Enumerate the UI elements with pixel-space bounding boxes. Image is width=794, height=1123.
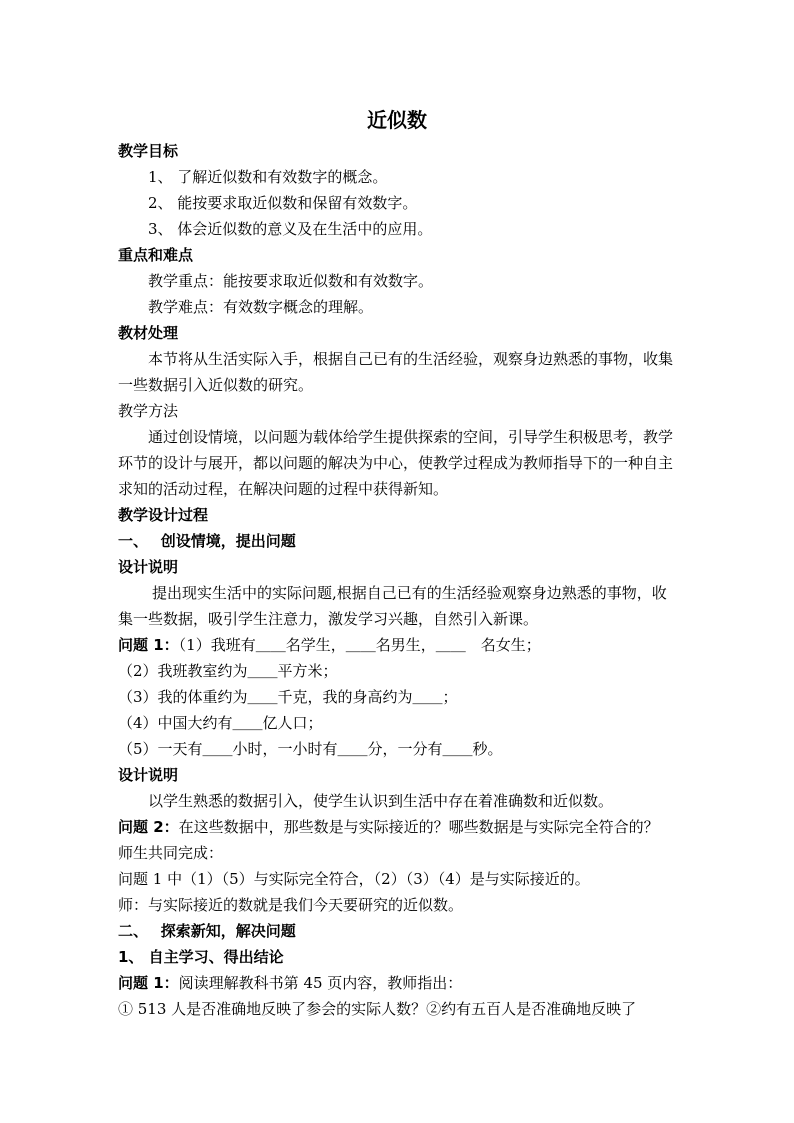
design-note-heading: 设计说明 — [118, 558, 179, 576]
question-2-label: 问题 2： — [118, 818, 179, 836]
process-heading: 教学设计过程 — [118, 506, 209, 524]
difficult-point: 教学难点：有效数字概念的理解。 — [148, 298, 374, 316]
question-read-text: 阅读理解教科书第 45 页内容，教师指出： — [178, 974, 463, 992]
question-2-text: 在这些数据中，那些数是与实际接近的？哪些数据是与实际完全符合的？ — [178, 818, 659, 836]
key-point: 教学重点：能按要求取近似数和有效数字。 — [148, 272, 434, 290]
question-1-line-1: （1）我班有＿＿名学生，＿＿名男生，＿＿ 名女生； — [178, 636, 541, 654]
key-heading: 重点和难点 — [118, 246, 194, 264]
method-heading: 教学方法 — [118, 402, 179, 420]
part1-heading: 一、 创设情境，提出问题 — [118, 532, 296, 550]
question-1-line-4: （4）中国大约有＿＿亿人口； — [118, 714, 323, 732]
design-note-heading: 设计说明 — [118, 766, 179, 784]
part2-heading: 二、 探索新知，解决问题 — [118, 922, 296, 940]
question-2-answer: 问题 1 中（1）（5）与实际完全符合，（2）（3）（4）是与实际接近的。 — [118, 870, 590, 888]
goal-item: 3、 体会近似数的意义及在生活中的应用。 — [148, 220, 433, 238]
document-body — [118, 138, 678, 1022]
question-1-line-2: （2）我班教室约为＿＿平方米； — [118, 662, 338, 680]
design-note-text: 以学生熟悉的数据引入，使学生认识到生活中存在着准确数和近似数。 — [148, 792, 614, 810]
question-1-line-5: （5）一天有＿＿小时，一小时有＿＿分，一分有＿＿秒。 — [118, 740, 503, 758]
question-1 — [118, 632, 678, 658]
goal-item: 1、 了解近似数和有效数字的概念。 — [148, 168, 388, 186]
question-2-complete: 师生共同完成： — [118, 844, 224, 862]
question-1-label: 问题 1： — [118, 636, 179, 654]
goal-item: 2、 能按要求取近似数和保留有效数字。 — [148, 194, 418, 212]
goals-heading: 教学目标 — [118, 142, 179, 160]
page-title: 近似数 — [367, 108, 427, 132]
method-text: 通过创设情境，以问题为载体给学生提供探索的空间，引导学生积极思考，教学环节的设计与展开，都以问题的解决为中心，使教学过程成为教师指导下的一种自主求知的活动过程，在解决问题的过程中获得新知。 — [118, 428, 674, 498]
sub1-heading: 1、 自主学习、得出结论 — [118, 948, 284, 966]
design-note-text: 提出现实生活中的实际问题,根据自己已有的生活经验观察身边熟悉的事物，收集一些数据，吸引学生注意力，激发学习兴趣，自然引入新课。 — [118, 584, 667, 628]
question-2 — [118, 814, 678, 840]
question-read-label: 问题 1： — [118, 974, 179, 992]
question-1-line-3: （3）我的体重约为＿＿千克，我的身高约为＿＿； — [118, 688, 458, 706]
material-text: 本节将从生活实际入手，根据自己已有的生活经验，观察身边熟悉的事物，收集一些数据引入近似数的研究。 — [118, 350, 674, 394]
question-read — [118, 970, 678, 996]
material-heading: 教材处理 — [118, 324, 179, 342]
last-line: ① 513 人是否准确地反映了参会的实际人数？②约有五百人是否准确地反映了 — [118, 1000, 637, 1018]
question-2-teacher: 师：与实际接近的数就是我们今天要研究的近似数。 — [118, 896, 464, 914]
